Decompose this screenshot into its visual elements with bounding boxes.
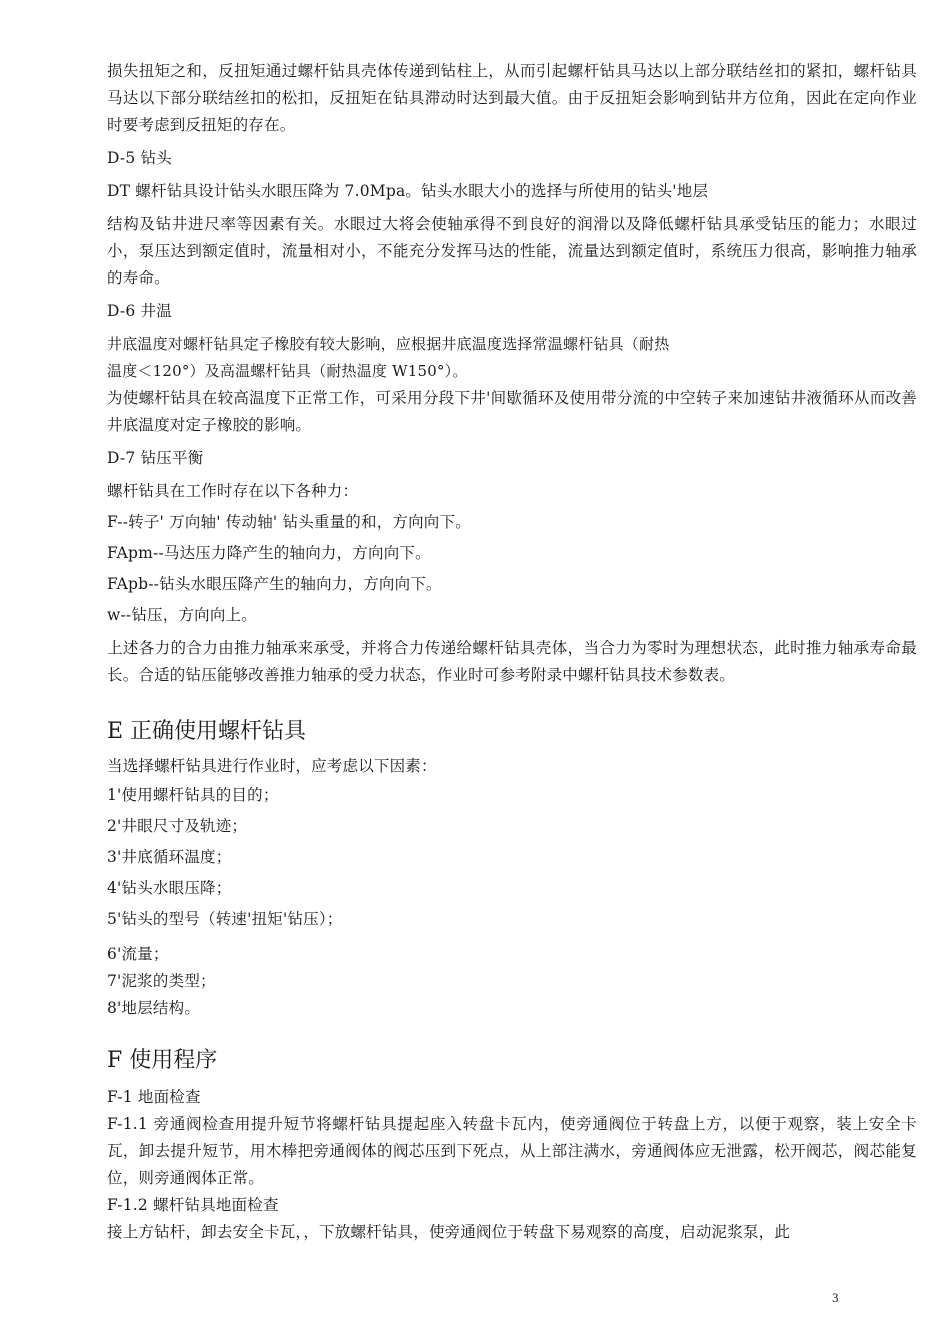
section-e-intro: 当选择螺杆钻具进行作业时，应考虑以下因素： (107, 757, 437, 775)
section-f11-paragraph: F-1.1 旁通阀检查用提升短节将螺杆钻具提起座入转盘卡瓦内，使旁通阀位于转盘上方，以便于观察，装上安全卡瓦，卸去提升短节，用木棒把旁通阀体的阀芯压到下死点，从上部注满水，旁通阀体应无泄露，松开阀芯，阀芯能复位，则旁通阀体正常。 (107, 1115, 917, 1187)
page-number: 3 (832, 1290, 839, 1305)
section-d7-heading: D-7 钻压平衡 (107, 449, 204, 467)
intro-paragraph: 损失扭矩之和，反扭矩通过螺杆钻具壳体传递到钻柱上，从而引起螺杆钻具马达以上部分联结丝扣的紧扣，螺杆钻具马达以下部分联结丝扣的松扣，反扭矩在钻具滞动时达到最大值。由于反扭矩会影响到钻井方位角，因此在定向作业时要考虑到反扭矩的存在。 (107, 62, 917, 134)
section-d5-heading: D-5 钻头 (107, 149, 172, 167)
force-item: FApb--钻头水眼压降产生的轴向力，方向向下。 (107, 575, 442, 593)
force-item: w--钻压，方向向上。 (107, 606, 257, 624)
section-f1-heading: F-1 地面检查 (107, 1088, 201, 1106)
list-item: 7'泥浆的类型； (107, 972, 216, 990)
factor-list (107, 780, 917, 935)
section-d6-line2: 温度＜120°）及高温螺杆钻具（耐热温度 W150°）。 (107, 362, 468, 380)
list-item: 8'地层结构。 (107, 999, 201, 1017)
section-f-heading: F 使用程序 (107, 1048, 218, 1073)
section-d5-line: DT 螺杆钻具设计钻头水眼压降为 7.0Mpa。钻头水眼大小的选择与所使用的钻头'地层 (107, 182, 709, 200)
section-d7-intro: 螺杆钻具在工作时存在以下各种力： (107, 482, 359, 500)
section-e-heading: E 正确使用螺杆钻具 (107, 719, 307, 744)
section-d6-heading: D-6 井温 (107, 302, 172, 320)
section-d5-paragraph: 结构及钻井进尺率等因素有关。水眼过大将会使轴承得不到良好的润滑以及降低螺杆钻具承受钻压的能力；水眼过小，泵压达到额定值时，流量相对小，不能充分发挥马达的性能，流量达到额定值时，系统压力很高，影响推力轴承的寿命。 (107, 215, 917, 287)
section-d6-paragraph: 为使螺杆钻具在较高温度下正常工作，可采用分段下井'间歇循环及使用带分流的中空转子来加速钻井液循环从而改善井底温度对定子橡胶的影响。 (107, 389, 917, 434)
section-d6-line1: 井底温度对螺杆钻具定子橡胶有较大影响，应根据井底温度选择常温螺杆钻具（耐热 (107, 335, 670, 353)
force-item: F--转子' 万向轴' 传动轴' 钻头重量的和，方向向下。 (107, 513, 471, 531)
list-item: 6'流量； (107, 945, 169, 963)
section-d7-summary: 上述各力的合力由推力轴承来承受，并将合力传递给螺杆钻具壳体，当合力为零时为理想状态，此时推力轴承寿命最长。合适的钻压能够改善推力轴承的受力状态，作业时可参考附录中螺杆钻具技术参数表。 (107, 639, 917, 684)
factor-list-continued (107, 941, 917, 1022)
list-item: 2'井眼尺寸及轨迹； (107, 817, 248, 835)
section-f12-paragraph: 接上方钻杆，卸去安全卡瓦，，下放螺杆钻具，使旁通阀位于转盘下易观察的高度，启动泥浆泵，此 (107, 1223, 791, 1241)
section-f12-heading: F-1.2 螺杆钻具地面检查 (107, 1196, 279, 1214)
list-item: 3'井底循环温度； (107, 848, 232, 866)
document-body (107, 58, 917, 1246)
list-item: 5'钻头的型号（转速'扭矩'钻压）； (107, 910, 343, 928)
list-item: 1'使用螺杆钻具的目的； (107, 786, 279, 804)
force-item: FApm--马达压力降产生的轴向力，方向向下。 (107, 544, 431, 562)
list-item: 4'钻头水眼压降； (107, 879, 232, 897)
